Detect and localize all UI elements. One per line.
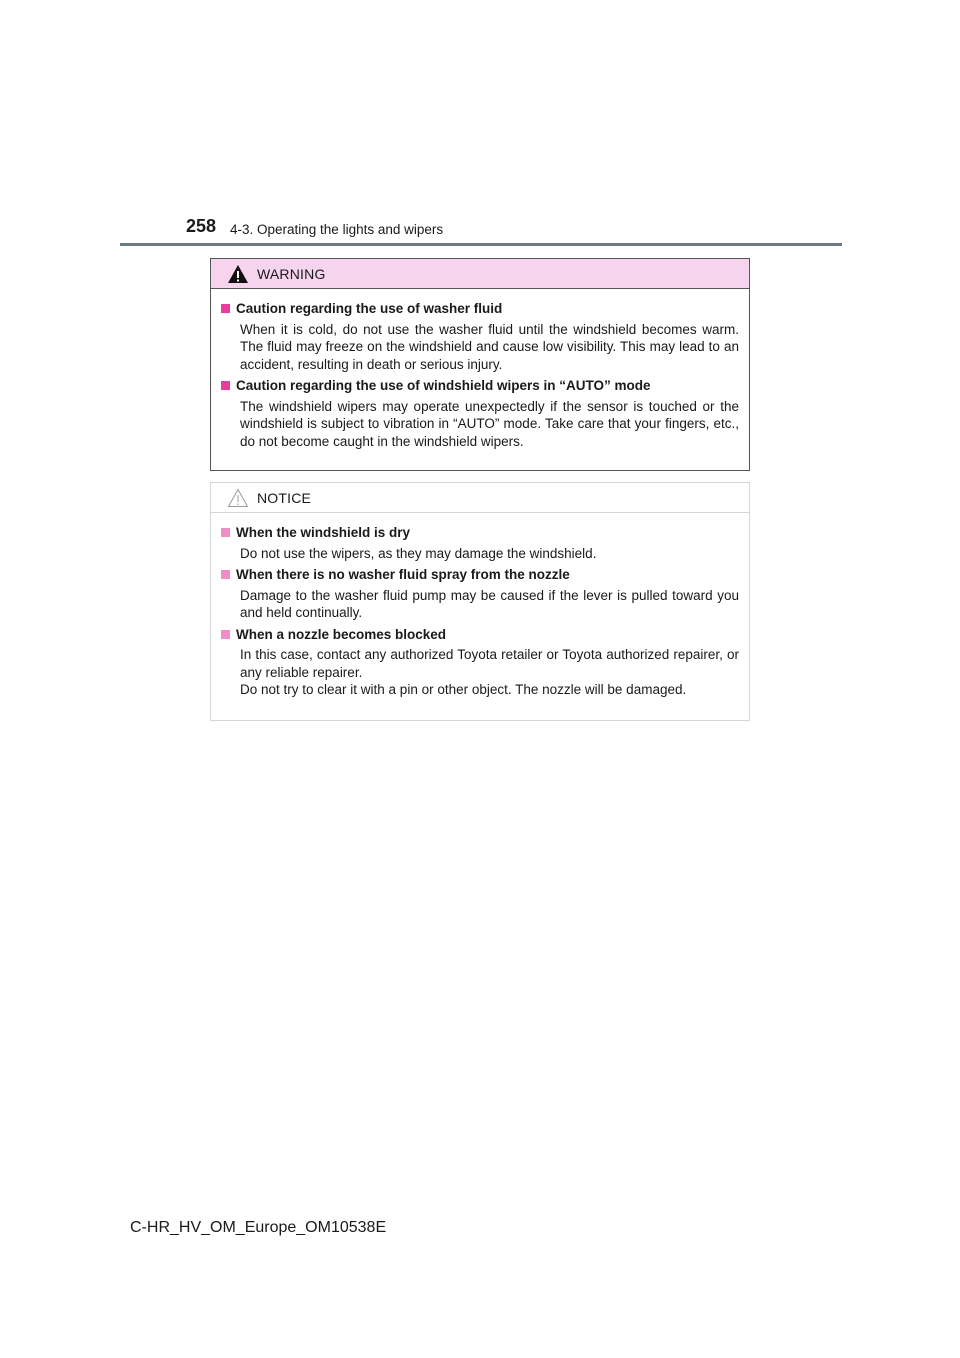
notice-header	[211, 483, 749, 513]
item-text	[240, 646, 739, 699]
square-bullet-icon	[221, 570, 230, 579]
section-title: 4-3. Operating the lights and wipers	[230, 222, 444, 237]
item-title: When a nozzle becomes blocked	[236, 626, 447, 642]
warning-item	[221, 300, 739, 373]
notice-box	[210, 482, 750, 721]
notice-item	[221, 626, 739, 699]
header-rule	[120, 243, 842, 246]
warning-triangle-icon	[227, 264, 249, 284]
item-title: When the windshield is dry	[236, 525, 411, 540]
document-id: C-HR_HV_OM_Europe_OM10538E	[130, 1219, 387, 1236]
item-title: Caution regarding the use of windshield wipers in “AUTO” mode	[236, 378, 651, 393]
warning-item	[221, 377, 739, 450]
item-text-line: Do not try to clear it with a pin or other object. The nozzle will be damaged.	[240, 682, 687, 697]
square-bullet-icon	[221, 630, 230, 639]
warning-label: WARNING	[257, 265, 326, 282]
notice-item	[221, 566, 739, 622]
square-bullet-icon	[221, 304, 230, 313]
item-text: When it is cold, do not use the washer fluid until the windshield becomes warm. The fluid may freeze on the windshield and cause low visibility. This may lead to an accident, resulting in death or serious injury.	[240, 321, 739, 372]
warning-header	[211, 259, 749, 289]
item-text: Do not use the wipers, as they may damage the windshield.	[240, 545, 597, 561]
item-text-line: In this case, contact any authorized Toyota retailer or Toyota authorized repairer, or any reliable repairer.	[240, 647, 739, 680]
square-bullet-icon	[221, 381, 230, 390]
item-title: Caution regarding the use of washer fluid	[236, 301, 503, 316]
warning-box	[210, 258, 750, 471]
item-title: When there is no washer fluid spray from the nozzle	[236, 567, 570, 582]
warning-body	[211, 289, 749, 450]
item-text: Damage to the washer fluid pump may be caused if the lever is pulled toward you and held continually.	[240, 587, 739, 620]
notice-label: NOTICE	[257, 489, 312, 506]
square-bullet-icon	[221, 528, 230, 537]
item-text: The windshield wipers may operate unexpectedly if the sensor is touched or the windshield is subject to vibration in “AUTO” mode. Take care that your fingers, etc., do not become caught in the windshield wipers.	[240, 398, 739, 449]
notice-item	[221, 524, 739, 562]
page-number: 258	[186, 216, 217, 236]
notice-triangle-icon	[227, 488, 249, 508]
notice-body	[211, 513, 749, 699]
